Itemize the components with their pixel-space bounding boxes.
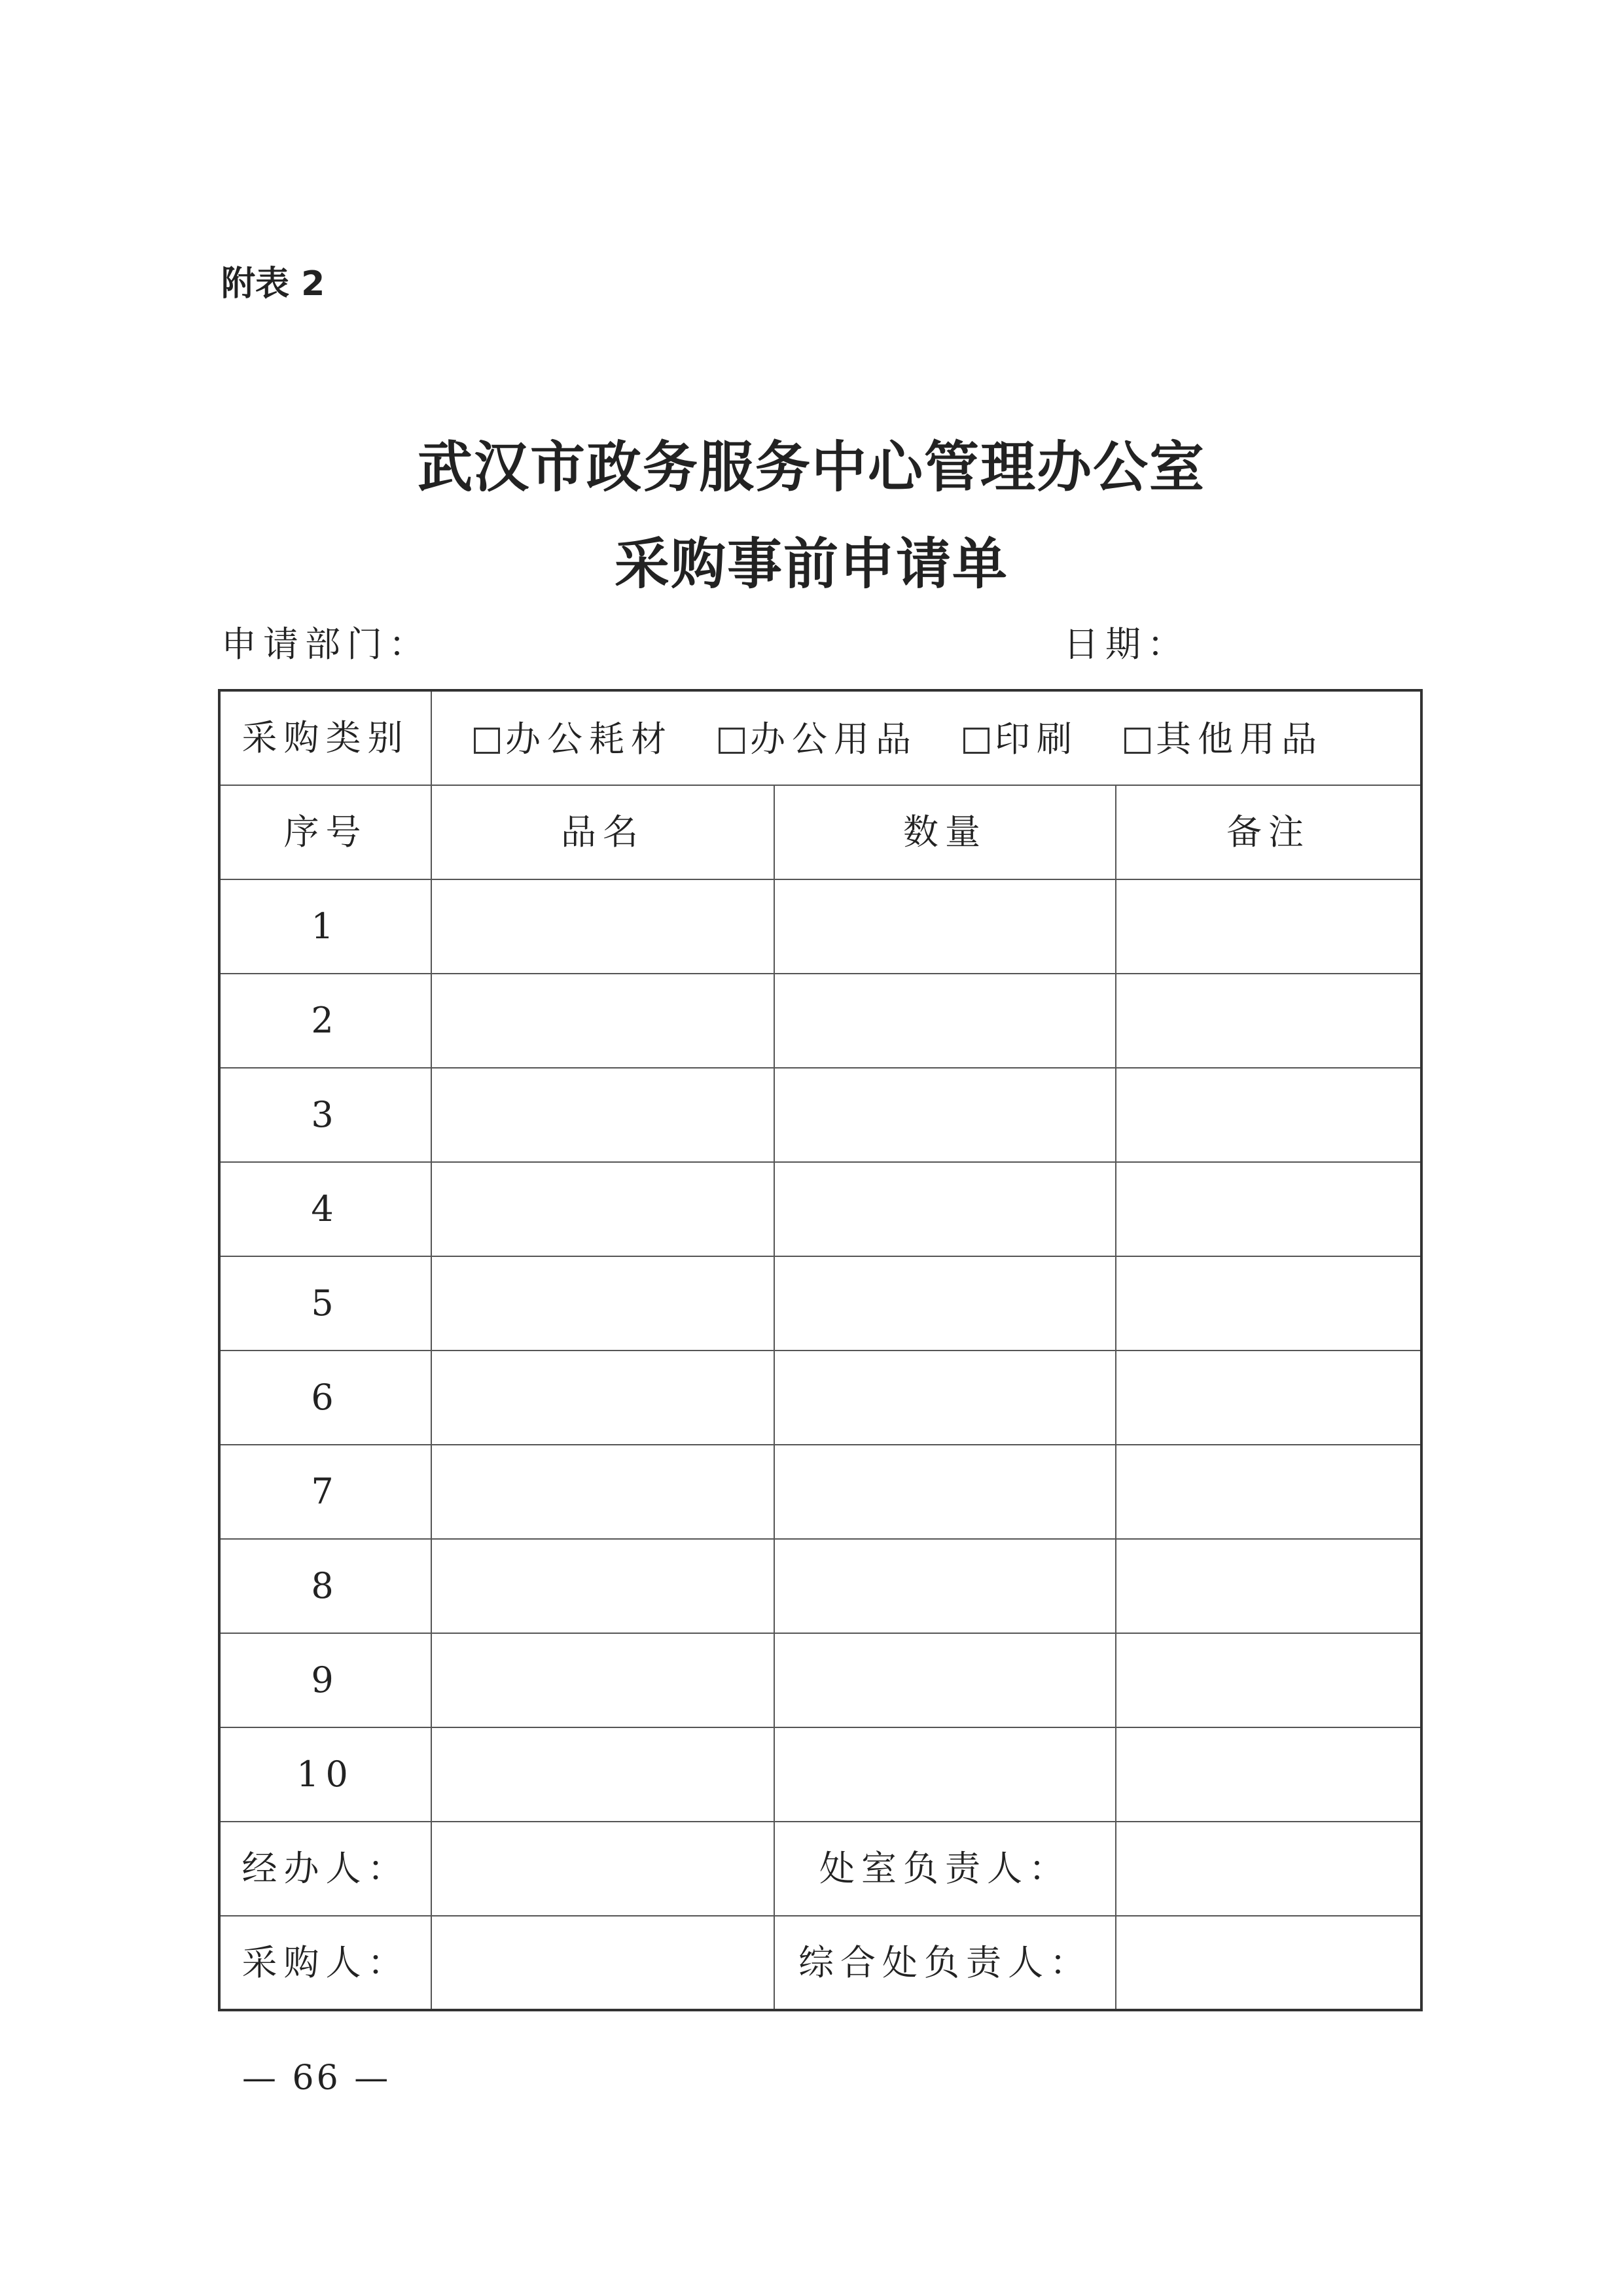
page-number: — 66 —	[242, 2058, 391, 2098]
remarks-cell[interactable]	[1116, 1727, 1421, 1822]
remarks-cell[interactable]	[1116, 1068, 1421, 1162]
office-head-signature-cell[interactable]	[1116, 1822, 1421, 1916]
document-title-line-1: 武汉市政务服务中心管理办公室	[417, 434, 1205, 499]
remarks-cell[interactable]	[1116, 1351, 1421, 1445]
row-number: 6	[219, 1351, 431, 1445]
table-row	[219, 974, 1421, 1068]
table-row	[219, 1068, 1421, 1162]
general-office-head-label: 综合处负责人：	[774, 1916, 1116, 2010]
category-option-label: 办公用品	[750, 718, 918, 760]
general-office-head-signature-cell[interactable]	[1116, 1916, 1421, 2010]
category-option-label: 其他用品	[1156, 718, 1323, 760]
remarks-cell[interactable]	[1116, 1162, 1421, 1256]
item-name-cell[interactable]	[431, 1539, 774, 1633]
category-option[interactable]	[474, 718, 673, 760]
item-name-cell[interactable]	[431, 879, 774, 974]
checkbox-icon[interactable]	[1124, 728, 1150, 754]
table-row	[219, 1351, 1421, 1445]
header-item-name: 品名	[431, 785, 774, 879]
row-number: 9	[219, 1633, 431, 1727]
row-number: 4	[219, 1162, 431, 1256]
quantity-cell[interactable]	[774, 1162, 1116, 1256]
header-row	[219, 785, 1421, 879]
table-row	[219, 879, 1421, 974]
header-remarks: 备注	[1116, 785, 1421, 879]
remarks-cell[interactable]	[1116, 1445, 1421, 1539]
checkbox-icon[interactable]	[719, 728, 745, 754]
header-quantity: 数量	[774, 785, 1116, 879]
date-label: 日期：	[1063, 624, 1189, 665]
category-option-label: 印刷	[995, 718, 1079, 760]
row-number: 2	[219, 974, 431, 1068]
quantity-cell[interactable]	[774, 1351, 1116, 1445]
item-name-cell[interactable]	[431, 1633, 774, 1727]
remarks-cell[interactable]	[1116, 974, 1421, 1068]
office-head-label: 处室负责人：	[774, 1822, 1116, 1916]
department-label: 申请部门：	[221, 624, 431, 665]
category-option[interactable]	[963, 718, 1079, 760]
table-row	[219, 1727, 1421, 1822]
table-row	[219, 1633, 1421, 1727]
item-name-cell[interactable]	[431, 1445, 774, 1539]
row-number: 10	[219, 1727, 431, 1822]
quantity-cell[interactable]	[774, 1068, 1116, 1162]
table-row	[219, 1162, 1421, 1256]
quantity-cell[interactable]	[774, 1256, 1116, 1351]
purchaser-label: 采购人：	[219, 1916, 431, 2010]
table-row	[219, 1445, 1421, 1539]
checkbox-icon[interactable]	[474, 728, 500, 754]
item-name-cell[interactable]	[431, 974, 774, 1068]
table-row	[219, 1539, 1421, 1633]
remarks-cell[interactable]	[1116, 1539, 1421, 1633]
attachment-label: 附表 2	[221, 264, 325, 304]
category-options	[431, 690, 1421, 785]
quantity-cell[interactable]	[774, 1727, 1116, 1822]
category-option-label: 办公耗材	[505, 718, 673, 760]
document-title-line-2: 采购事前申请单	[614, 531, 1008, 596]
remarks-cell[interactable]	[1116, 1633, 1421, 1727]
row-number: 3	[219, 1068, 431, 1162]
category-option[interactable]	[719, 718, 918, 760]
remarks-cell[interactable]	[1116, 879, 1421, 974]
item-name-cell[interactable]	[431, 1256, 774, 1351]
handler-label: 经办人：	[219, 1822, 431, 1916]
quantity-cell[interactable]	[774, 974, 1116, 1068]
item-name-cell[interactable]	[431, 1068, 774, 1162]
table-row	[219, 1256, 1421, 1351]
row-number: 1	[219, 879, 431, 974]
handler-signature-cell[interactable]	[431, 1822, 774, 1916]
quantity-cell[interactable]	[774, 1445, 1116, 1539]
header-serial: 序号	[219, 785, 431, 879]
item-name-cell[interactable]	[431, 1727, 774, 1822]
category-option[interactable]	[1124, 718, 1323, 760]
item-name-cell[interactable]	[431, 1162, 774, 1256]
signature-row	[219, 1822, 1421, 1916]
row-number: 8	[219, 1539, 431, 1633]
item-name-cell[interactable]	[431, 1351, 774, 1445]
row-number: 7	[219, 1445, 431, 1539]
category-row	[219, 690, 1421, 785]
quantity-cell[interactable]	[774, 1539, 1116, 1633]
purchaser-signature-cell[interactable]	[431, 1916, 774, 2010]
category-label: 采购类别	[219, 690, 431, 785]
checkbox-icon[interactable]	[963, 728, 990, 754]
quantity-cell[interactable]	[774, 1633, 1116, 1727]
row-number: 5	[219, 1256, 431, 1351]
remarks-cell[interactable]	[1116, 1256, 1421, 1351]
purchase-request-table	[218, 689, 1423, 2011]
quantity-cell[interactable]	[774, 879, 1116, 974]
signature-row	[219, 1916, 1421, 2010]
